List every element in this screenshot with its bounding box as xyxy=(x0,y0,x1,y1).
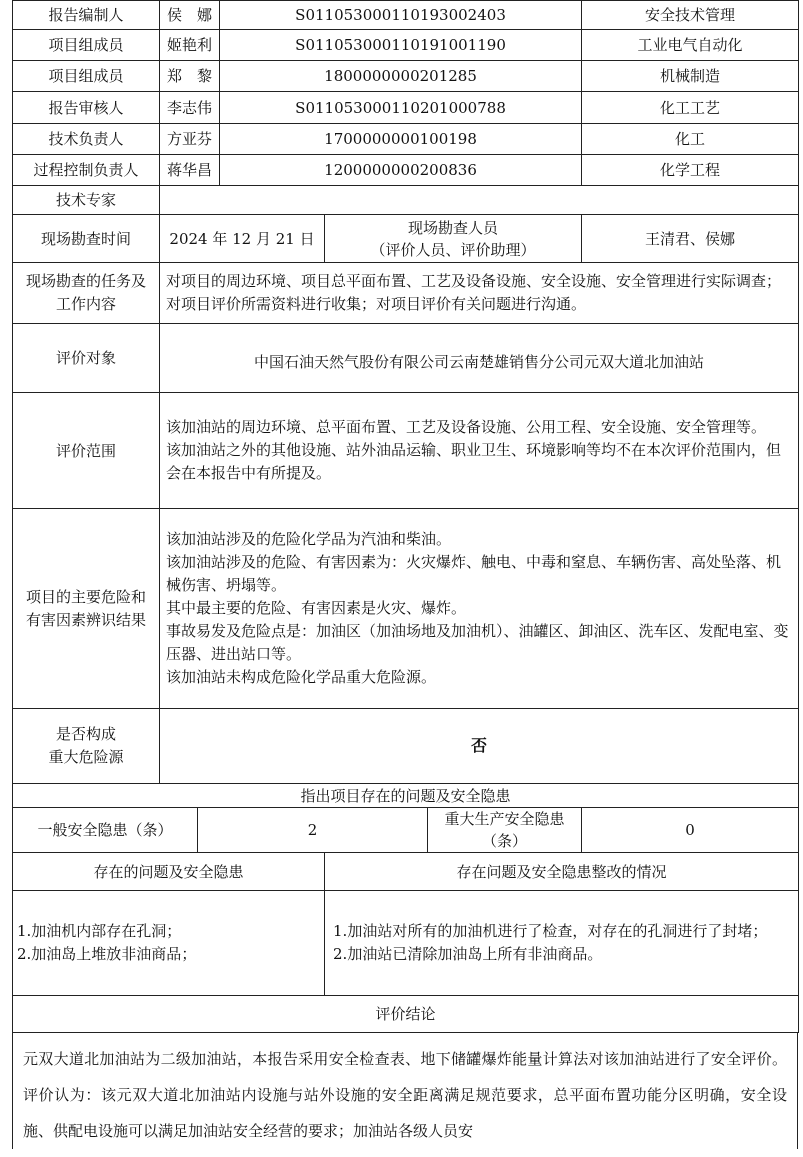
issues-title: 指出项目存在的问题及安全隐患 xyxy=(13,784,799,808)
general-hazard-label: 一般安全隐患（条） xyxy=(13,808,198,853)
task-row xyxy=(13,263,799,324)
cert-cell: 1800000000201285 xyxy=(220,61,582,92)
info-table xyxy=(12,0,799,1033)
name-cell: 侯 娜 xyxy=(160,1,220,30)
specialty-cell: 化工 xyxy=(582,124,799,155)
scope-line: 该加油站的周边环境、总平面布置、工艺及设备设施、公用工程、安全设施、安全管理等。 xyxy=(166,418,767,436)
task-value: 对项目的周边环境、项目总平面布置、工艺及设备设施、安全设施、安全管理进行实际调查；对项目评价所需资料进行收集；对项目评价有关问题进行沟通。 xyxy=(160,263,799,324)
role-cell: 报告审核人 xyxy=(13,92,160,124)
tech-expert-label: 技术专家 xyxy=(13,186,160,215)
personnel-row xyxy=(13,30,799,61)
hazard-line: 该加油站涉及的危险化学品为汽油和柴油。 xyxy=(166,530,452,548)
conclusion-text: 元双大道北加油站为二级加油站，本报告采用安全检查表、地下储罐爆炸能量计算法对该加油站进行了安全评价。评价认为：该元双大道北加油站内设施与站外设施的安全距离满足规范要求，总平面布置功能分区明确，安全设施、供配电设施可以满足加油站安全经营的要求；加油站各级人员安 xyxy=(12,1033,798,1149)
tech-expert-row xyxy=(13,186,799,215)
inspection-row xyxy=(13,215,799,263)
name-cell: 郑 黎 xyxy=(160,61,220,92)
inspection-time-label: 现场勘查时间 xyxy=(13,215,160,263)
cert-cell: S011053000110201000788 xyxy=(220,92,582,124)
hazard-line: 事故易发及危险点是：加油区（加油场地及加油机）、油罐区、卸油区、洗车区、发配电室、变压器、进出站口等。 xyxy=(166,622,789,663)
role-cell: 项目组成员 xyxy=(13,30,160,61)
role-cell: 项目组成员 xyxy=(13,61,160,92)
scope-line: 该加油站之外的其他设施、站外油品运输、职业卫生、环境影响等均不在本次评价范围内，但会在本报告中有所提及。 xyxy=(166,441,782,482)
inspection-staff-label-line2: （评价人员、评价助理） xyxy=(370,240,536,259)
role-cell: 技术负责人 xyxy=(13,124,160,155)
rectify-item: 2.加油站已清除加油岛上所有非油商品。 xyxy=(333,945,603,963)
cert-cell: 1200000000200836 xyxy=(220,155,582,186)
inspection-staff-value: 王清君、侯娜 xyxy=(582,215,799,263)
name-cell: 蒋华昌 xyxy=(160,155,220,186)
rectify-list xyxy=(325,891,799,996)
role-cell: 报告编制人 xyxy=(13,1,160,30)
name-cell: 姬艳利 xyxy=(160,30,220,61)
problem-item: 2.加油岛上堆放非油商品； xyxy=(17,945,197,963)
specialty-cell: 化工工艺 xyxy=(582,92,799,124)
rectify-item: 1.加油站对所有的加油机进行了检查，对存在的孔洞进行了封堵； xyxy=(333,922,768,940)
scope-label: 评价范围 xyxy=(13,393,160,509)
specialty-cell: 化学工程 xyxy=(582,155,799,186)
major-hazard-value: 否 xyxy=(160,709,799,784)
cert-cell: S011053000110193002403 xyxy=(220,1,582,30)
scope-row xyxy=(13,393,799,509)
conclusion-title-row xyxy=(13,996,799,1033)
role-cell: 过程控制负责人 xyxy=(13,155,160,186)
major-hazard-count-label: 重大生产安全隐患（条） xyxy=(428,808,582,853)
name-cell: 方亚芬 xyxy=(160,124,220,155)
inspection-staff-label xyxy=(325,215,582,263)
name-cell: 李志伟 xyxy=(160,92,220,124)
hazards-label: 项目的主要危险和有害因素辨识结果 xyxy=(13,509,160,709)
object-row xyxy=(13,324,799,393)
specialty-cell: 安全技术管理 xyxy=(582,1,799,30)
issues-title-row xyxy=(13,784,799,808)
cert-cell: S011053000110191001190 xyxy=(220,30,582,61)
problems-row xyxy=(13,891,799,996)
hazard-line: 该加油站涉及的危险、有害因素为：火灾爆炸、触电、中毒和窒息、车辆伤害、高处坠落、机械伤害、坍塌等。 xyxy=(166,553,782,594)
personnel-row xyxy=(13,1,799,30)
major-hazard-count: 0 xyxy=(582,808,799,853)
hazard-line: 该加油站未构成危险化学品重大危险源。 xyxy=(166,668,437,686)
conclusion-title: 评价结论 xyxy=(13,996,799,1033)
hazards-row xyxy=(13,509,799,709)
major-hazard-row xyxy=(13,709,799,784)
major-hazard-label xyxy=(13,709,160,784)
inspection-time-value: 2024 年 12 月 21 日 xyxy=(160,215,325,263)
evaluation-form xyxy=(12,0,798,1149)
cert-cell: 1700000000100198 xyxy=(220,124,582,155)
problems-list xyxy=(13,891,325,996)
issues-count-row xyxy=(13,808,799,853)
general-hazard-count: 2 xyxy=(198,808,428,853)
hazards-value xyxy=(160,509,799,709)
object-label: 评价对象 xyxy=(13,324,160,393)
personnel-row xyxy=(13,61,799,92)
hazard-line: 其中最主要的危险、有害因素是火灾、爆炸。 xyxy=(166,599,467,617)
major-hazard-label-line1: 是否构成 xyxy=(55,725,116,743)
problems-header: 存在的问题及安全隐患 xyxy=(13,853,325,891)
rectify-header: 存在问题及安全隐患整改的情况 xyxy=(325,853,799,891)
scope-value xyxy=(160,393,799,509)
specialty-cell: 工业电气自动化 xyxy=(582,30,799,61)
problems-header-row xyxy=(13,853,799,891)
personnel-row xyxy=(13,155,799,186)
major-hazard-label-line2: 重大危险源 xyxy=(48,748,124,766)
task-label: 现场勘查的任务及工作内容 xyxy=(13,263,160,324)
personnel-row xyxy=(13,124,799,155)
tech-expert-value xyxy=(160,186,799,215)
specialty-cell: 机械制造 xyxy=(582,61,799,92)
object-value: 中国石油天然气股份有限公司云南楚雄销售分公司元双大道北加油站 xyxy=(160,324,799,393)
problem-item: 1.加油机内部存在孔洞； xyxy=(17,922,182,940)
personnel-row xyxy=(13,92,799,124)
inspection-staff-label-line1: 现场勘查人员 xyxy=(408,218,499,237)
